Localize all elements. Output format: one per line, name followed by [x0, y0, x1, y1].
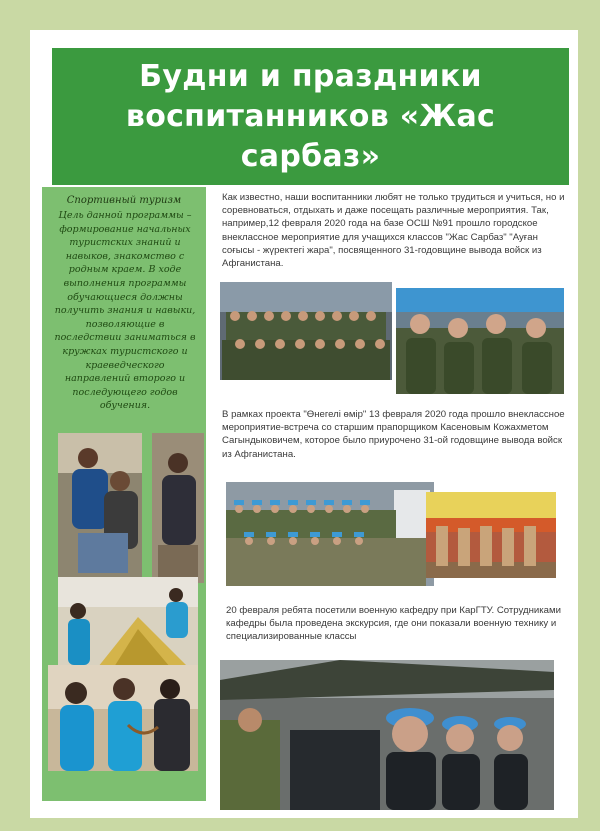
sidebar-text: Цель данной программы – формирование начальных туристских знаний и навыков, знакомство с родным краем. В ходе выполнения программы обучающиеся должны получить знания и навыки, позволяющие в последствии заниматься в кружках туристского и краеведческого направлений второго и последующего годов обучения. — [54, 210, 196, 412]
paragraph-meeting-veteran: В рамках проекта "Өнегелі өмір" 13 февраля 2020 года прошло внеклассное мероприятие-встреча со старшим прапорщиком Касеновым Кожахметом Сагындыковичем, которое было приурочено 31-ой годовщине вывода войск из Афганистана. — [222, 409, 565, 460]
photo-meeting-stage — [426, 492, 556, 578]
photo-military-department — [220, 660, 554, 810]
photo-event-group-seated — [220, 282, 392, 380]
sidebar-heading: Спортивный туризм — [66, 195, 182, 206]
title-band — [52, 48, 569, 185]
photo-meeting-group — [226, 482, 434, 586]
photo-event-cadets — [396, 288, 564, 394]
photo-tourism-knots-2 — [152, 433, 204, 583]
photo-tourism-rope — [48, 665, 198, 771]
photo-tourism-tent — [58, 577, 198, 673]
paragraph-military-department: 20 февраля ребята посетили военную кафедру при КарГТУ. Сотрудниками кафедры была проведена экскурсия, где они показали военную технику и специализированные классы — [226, 605, 561, 643]
page-title: Будни и праздники воспитанников «Жас сарбаз» — [125, 58, 496, 174]
paragraph-afghanistan-event: Как известно, наши воспитанники любят не только трудиться и учиться, но и соревноваться, отдыхать и даже посещать различные мероприятия. Так, например,12 февраля 2020 года на базе ОСШ №91 прошло городское внеклассное мероприятие для учащихся классов "Жас Сарбаз" "Ауған соғысы - жүректегі жара", посвященного 31-годовщине вывода войск из Афганистана. — [222, 192, 565, 270]
page-sheet — [30, 30, 578, 818]
sidebar-panel — [42, 187, 206, 801]
photo-tourism-knots-1 — [58, 433, 142, 583]
